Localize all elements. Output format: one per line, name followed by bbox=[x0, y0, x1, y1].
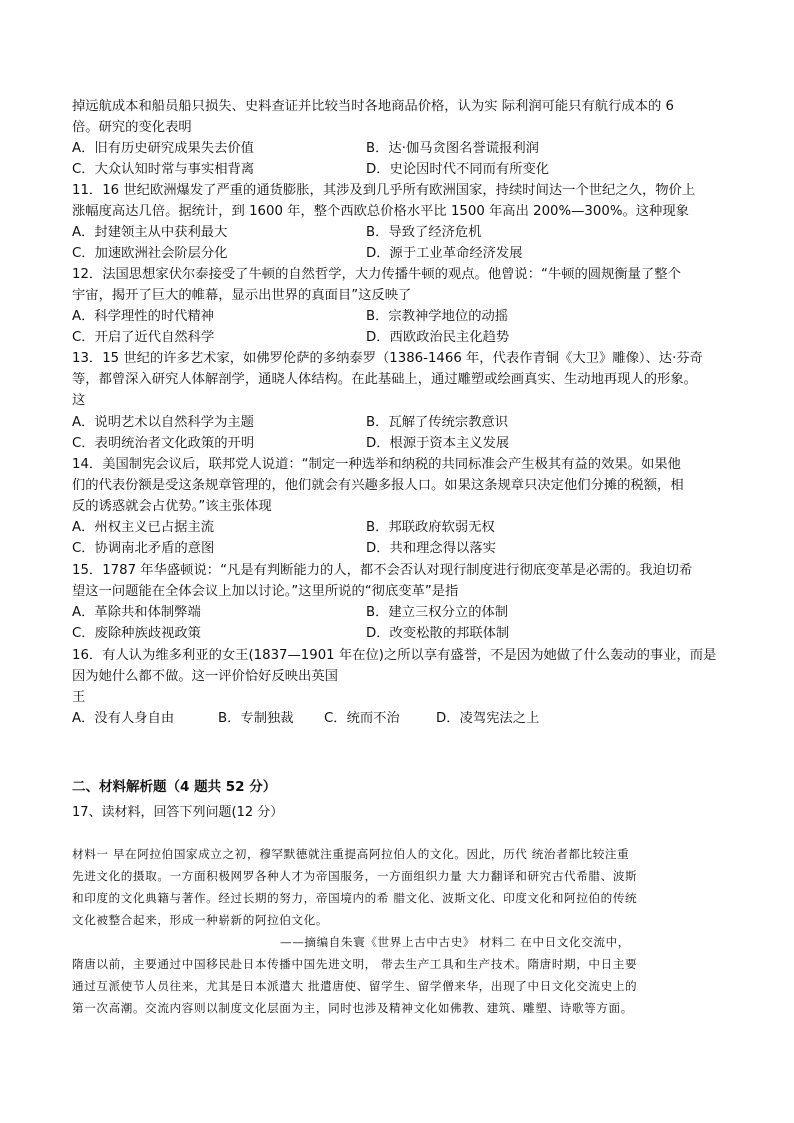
q12-stem-line-1: 12．法国思想家伏尔泰接受了牛顿的自然哲学，大力传播牛顿的观点。他曾说：“牛顿的圆规衡量了整个 bbox=[72, 267, 681, 282]
q13-option-d: D．根源于资本主义发展 bbox=[366, 436, 510, 451]
material-line-6: 隋唐以前，主要通过中国移民赴日本传播中国先进文明， 带去生产工具和生产技术。隋唐时期，中日主要 bbox=[72, 957, 638, 971]
q13-stem-line-3: 这 bbox=[72, 393, 86, 408]
q14-option-c: C．协调南北矛盾的意图 bbox=[72, 541, 215, 556]
q16-option-c: C．统而不治 bbox=[324, 711, 400, 726]
material-line-4: 文化被整合起来，形成一种崭新的阿拉伯文化。 bbox=[72, 913, 329, 927]
q15-option-b: B．建立三权分立的体制 bbox=[366, 605, 509, 620]
q12-option-d: D．西欧政治民主化趋势 bbox=[366, 330, 510, 345]
q10-stem-line-2: 倍。研究的变化表明 bbox=[72, 120, 192, 135]
q10-option-c: C．大众认知时常与事实相背离 bbox=[72, 162, 255, 177]
q10-option-d: D．史论因时代不同而有所变化 bbox=[366, 162, 550, 177]
q14-option-d: D．共和理念得以落实 bbox=[366, 541, 496, 556]
q16-stem-line-2: 因为她什么都不做。这一评价恰好反映出英国 bbox=[72, 669, 338, 684]
q15-option-a: A．革除共和体制弊端 bbox=[72, 605, 201, 620]
material-line-1: 材料一 早在阿拉伯国家成立之初，穆罕默德就注重提高阿拉伯人的文化。因此，历代 统治者都比较注重 bbox=[72, 847, 630, 861]
q11-option-b: B．导致了经济危机 bbox=[366, 225, 482, 240]
q11-option-a: A．封建领主从中获利最大 bbox=[72, 225, 228, 240]
q16-option-b: B．专制独裁 bbox=[218, 711, 294, 726]
q12-option-b: B．宗教神学地位的动摇 bbox=[366, 309, 509, 324]
q13-option-b: B．瓦解了传统宗教意识 bbox=[366, 415, 509, 430]
q13-option-c: C．表明统治者文化政策的开明 bbox=[72, 436, 255, 451]
q12-option-c: C．开启了近代自然科学 bbox=[72, 330, 215, 345]
q14-stem-line-3: 反的诱惑就会占优势。”该主张体现 bbox=[72, 499, 272, 514]
q10-option-b: B．达·伽马贪图名誉谎报利润 bbox=[366, 141, 539, 156]
q11-option-c: C．加速欧洲社会阶层分化 bbox=[72, 246, 228, 261]
q14-option-a: A．州权主义已占据主流 bbox=[72, 520, 215, 535]
q17-prompt: 17、读材料，回答下列问题(12 分） bbox=[72, 805, 284, 820]
q15-option-c: C．废除种族歧视政策 bbox=[72, 626, 201, 641]
q10-option-a: A．旧有历史研究成果失去价值 bbox=[72, 141, 254, 156]
q15-stem-line-2: 望这一问题能在全体会议上加以讨论。”这里所说的“彻底变革”是指 bbox=[72, 584, 459, 599]
material-line-7: 通过互派使节人员往来，尤其是日本派遣大 批遣唐使、留学生、留学僧来华，出现了中日文化交流史上的 bbox=[72, 979, 638, 993]
q14-stem-line-2: 们的代表份额是受这条规章管理的，他们就会有兴趣多报人口。如果这条规章只决定他们分摊的税额，相 bbox=[72, 478, 684, 493]
q15-stem-line-1: 15．1787 年华盛顿说：“凡是有判断能力的人，都不会否认对现行制度进行彻底变革是必需的。我迫切希 bbox=[72, 563, 693, 578]
q10-stem-line-1: 掉远航成本和船员船只损失、史料查证并比较当时各地商品价格，认为实 际利润可能只有航行成本的 6 bbox=[72, 99, 674, 114]
q11-option-d: D．源于工业革命经济发展 bbox=[366, 246, 523, 261]
q15-option-d: D．改变松散的邦联体制 bbox=[366, 626, 510, 641]
material-line-2: 先进文化的摄取。一方面积极网罗各种人才为帝国服务，一方面组织力量 大力翻译和研究古代希腊、波斯 bbox=[72, 869, 638, 883]
material-source-line: ——摘编自朱寰《世界上古中古史》 材料二 在中日文化交流中， bbox=[280, 935, 630, 949]
q14-option-b: B．邦联政府软弱无权 bbox=[366, 520, 495, 535]
q11-stem-line-2: 涨幅度高达几倍。据统计，到 1600 年，整个西欧总价格水平比 1500 年高出 200%—300%。这种现象 bbox=[72, 204, 689, 219]
q16-stem-line-1: 16．有人认为维多利亚的女王(1837—1901 年在位)之所以享有盛誉，不是因为她做了什么轰动的事业，而是 bbox=[72, 648, 717, 663]
q12-option-a: A．科学理性的时代精神 bbox=[72, 309, 215, 324]
q13-stem-line-2: 等，都曾深入研究人体解剖学，通晓人体结构。在此基础上，通过雕塑或绘画真实、生动地再现人的形象。 bbox=[72, 372, 697, 387]
q14-stem-line-1: 14．美国制宪会议后，联邦党人说道：“制定一种选举和纳税的共同标准会产生极其有益的效果。如果他 bbox=[72, 457, 681, 472]
q16-stem-line-3: 王 bbox=[72, 690, 86, 705]
section-2-heading: 二、材料解析题（4 题共 52 分） bbox=[72, 779, 277, 795]
q11-stem-line-1: 11．16 世纪欧洲爆发了严重的通货膨胀，其涉及到几乎所有欧洲国家，持续时间达一个世纪之久，物价上 bbox=[72, 183, 696, 198]
q13-stem-line-1: 13．15 世纪的许多艺术家，如佛罗伦萨的多纳泰罗（1386-1466 年，代表作青铜《大卫》雕像）、达·芬奇 bbox=[72, 351, 703, 366]
q13-option-a: A．说明艺术以自然科学为主题 bbox=[72, 415, 254, 430]
q12-stem-line-2: 宇宙，揭开了巨大的帷幕，显示出世界的真面目”这反映了 bbox=[72, 288, 412, 303]
q16-option-a: A．没有人身自由 bbox=[72, 711, 175, 726]
material-line-3: 和印度的文化典籍与著作。经过长期的努力，帝国境内的希 腊文化、波斯文化、印度文化和阿拉伯的传统 bbox=[72, 891, 638, 905]
material-line-8: 第一次高潮。交流内容则以制度文化层面为主，同时也涉及精神文化如佛教、建筑、雕塑、诗歌等方面。 bbox=[72, 1001, 633, 1015]
q16-option-d: D．凌驾宪法之上 bbox=[436, 711, 540, 726]
